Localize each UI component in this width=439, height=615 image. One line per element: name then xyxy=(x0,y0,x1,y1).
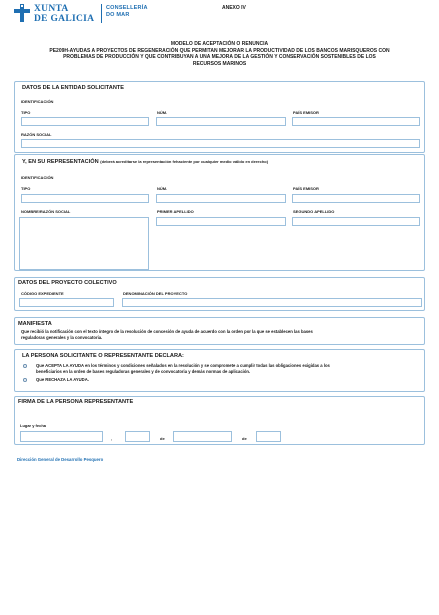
title-line-2: PE209H-AYUDAS A PROYECTOS DE REGENERACIÓN QUE PERMITAN MEJORAR LA PRODUCTIVIDAD DE LOS BANCOS MARISQUEROS CON xyxy=(49,47,390,54)
day-field[interactable] xyxy=(125,431,150,442)
accept-aid-text-line-2: beneficiarios en la orden de bases reguladoras generales y de convocatoria y demás normas de aplicación. xyxy=(36,369,251,374)
manifest-text-line-1: Que recibió la notificación con el texto íntegro de la resolución de concesión de ayuda de acuerdo con la orden por la que se establecen las bases xyxy=(21,329,313,334)
title-line-4: RECURSOS MARINOS xyxy=(192,60,247,67)
signature-section xyxy=(14,396,425,445)
of-label-1: de xyxy=(160,436,165,441)
applicant-type-label: TIPO xyxy=(21,110,31,115)
representative-title-note: (deberá acreditarse la representación fehaciente por cualquier medio válido en derecho) xyxy=(100,159,269,164)
year-field[interactable] xyxy=(256,431,281,442)
xunta-logo-text xyxy=(34,4,94,24)
project-name-label: DENOMINACIÓN DEL PROYECTO xyxy=(123,291,188,296)
applicant-country-field[interactable] xyxy=(292,117,420,126)
manifest-text-line-2: reguladoras generales y la convocatoria. xyxy=(21,335,103,340)
rep-identification-label: IDENTIFICACIÓN xyxy=(21,175,54,180)
project-name-field[interactable] xyxy=(122,298,422,307)
applicant-number-field[interactable] xyxy=(156,117,286,126)
representative-section-title xyxy=(22,159,268,165)
signature-section-title: FIRMA DE LA PERSONA REPRESENTANTE xyxy=(18,399,134,405)
rep-country-field[interactable] xyxy=(292,194,420,203)
project-section-title: DATOS DEL PROYECTO COLECTIVO xyxy=(18,280,117,286)
form-title xyxy=(14,41,425,67)
applicant-country-label: PAÍS EMISOR xyxy=(293,110,319,115)
reject-aid-text: Que RECHAZA LA AYUDA. xyxy=(36,377,89,382)
logo-line-2: DE GALICIA xyxy=(34,14,95,24)
manifest-section-title: MANIFIESTA xyxy=(18,321,52,327)
dept-line-1: CONSELLERÍA xyxy=(106,5,148,11)
logo-line-1: XUNTA xyxy=(34,4,69,14)
representative-section xyxy=(14,154,425,271)
applicant-section xyxy=(14,81,425,153)
rep-type-label: TIPO xyxy=(21,186,31,191)
applicant-business-name-label: RAZÓN SOCIAL xyxy=(21,132,52,137)
place-date-label: Lugar y fecha xyxy=(20,423,47,428)
project-section xyxy=(14,277,425,311)
rep-type-field[interactable] xyxy=(21,194,149,203)
rep-second-surname-field[interactable] xyxy=(292,217,420,226)
rep-second-surname-label: SEGUNDO APELLIDO xyxy=(293,209,335,214)
project-file-code-field[interactable] xyxy=(19,298,114,307)
applicant-identification-label: IDENTIFICACIÓN xyxy=(21,99,54,104)
place-field[interactable] xyxy=(20,431,103,442)
reject-aid-checkbox[interactable] xyxy=(23,378,27,382)
title-line-1: MODELO DE ACEPTACIÓN O RENUNCIA xyxy=(170,41,269,47)
comma-separator: , xyxy=(111,436,113,441)
logo-divider xyxy=(101,4,102,23)
of-label-2: de xyxy=(242,436,247,441)
rep-name-label: NOMBRE/RAZÓN SOCIAL xyxy=(21,209,71,214)
applicant-number-label: NÚM. xyxy=(157,110,168,115)
xunta-cross-logo-icon xyxy=(14,4,30,22)
dept-line-2: DO MAR xyxy=(106,11,130,18)
rep-first-surname-field[interactable] xyxy=(156,217,286,226)
applicant-type-field[interactable] xyxy=(21,117,149,126)
applicant-business-name-field[interactable] xyxy=(21,139,420,148)
annex-label: ANEXO IV xyxy=(222,5,246,11)
month-field[interactable] xyxy=(173,431,232,442)
rep-number-field[interactable] xyxy=(156,194,286,203)
accept-aid-checkbox[interactable] xyxy=(23,364,27,368)
rep-number-label: NÚM. xyxy=(157,186,168,191)
rep-first-surname-label: PRIMER APELLIDO xyxy=(157,209,194,214)
rep-country-label: PAÍS EMISOR xyxy=(293,186,319,191)
title-line-3: PROBLEMAS DE PRODUCCIÓN Y QUE CONTRIBUYAN A UNA MEJORA DE LA GESTIÓN Y CONSERVACIÓN SOSTENIBLES DE LOS xyxy=(63,54,376,60)
accept-aid-text-line-1: Que ACEPTA LA AYUDA en los términos y condiciones señalados en la resolución y se compromete a cumplir todas las obligaciones exigidas a los xyxy=(36,363,330,368)
department-name xyxy=(106,5,148,18)
project-file-code-label: CÓDIGO EXPEDIENTE xyxy=(21,291,64,296)
declaration-section xyxy=(14,349,425,392)
representative-title-text: Y, EN SU REPRESENTACIÓN xyxy=(22,159,99,165)
declaration-section-title: LA PERSONA SOLICITANTE O REPRESENTANTE DECLARA: xyxy=(22,353,184,359)
manifest-section xyxy=(14,317,425,345)
rep-name-field[interactable] xyxy=(19,217,149,270)
footer-directorate: Dirección General de Desarrollo Pesquero xyxy=(17,457,104,462)
applicant-section-title: DATOS DE LA ENTIDAD SOLICITANTE xyxy=(22,85,125,91)
